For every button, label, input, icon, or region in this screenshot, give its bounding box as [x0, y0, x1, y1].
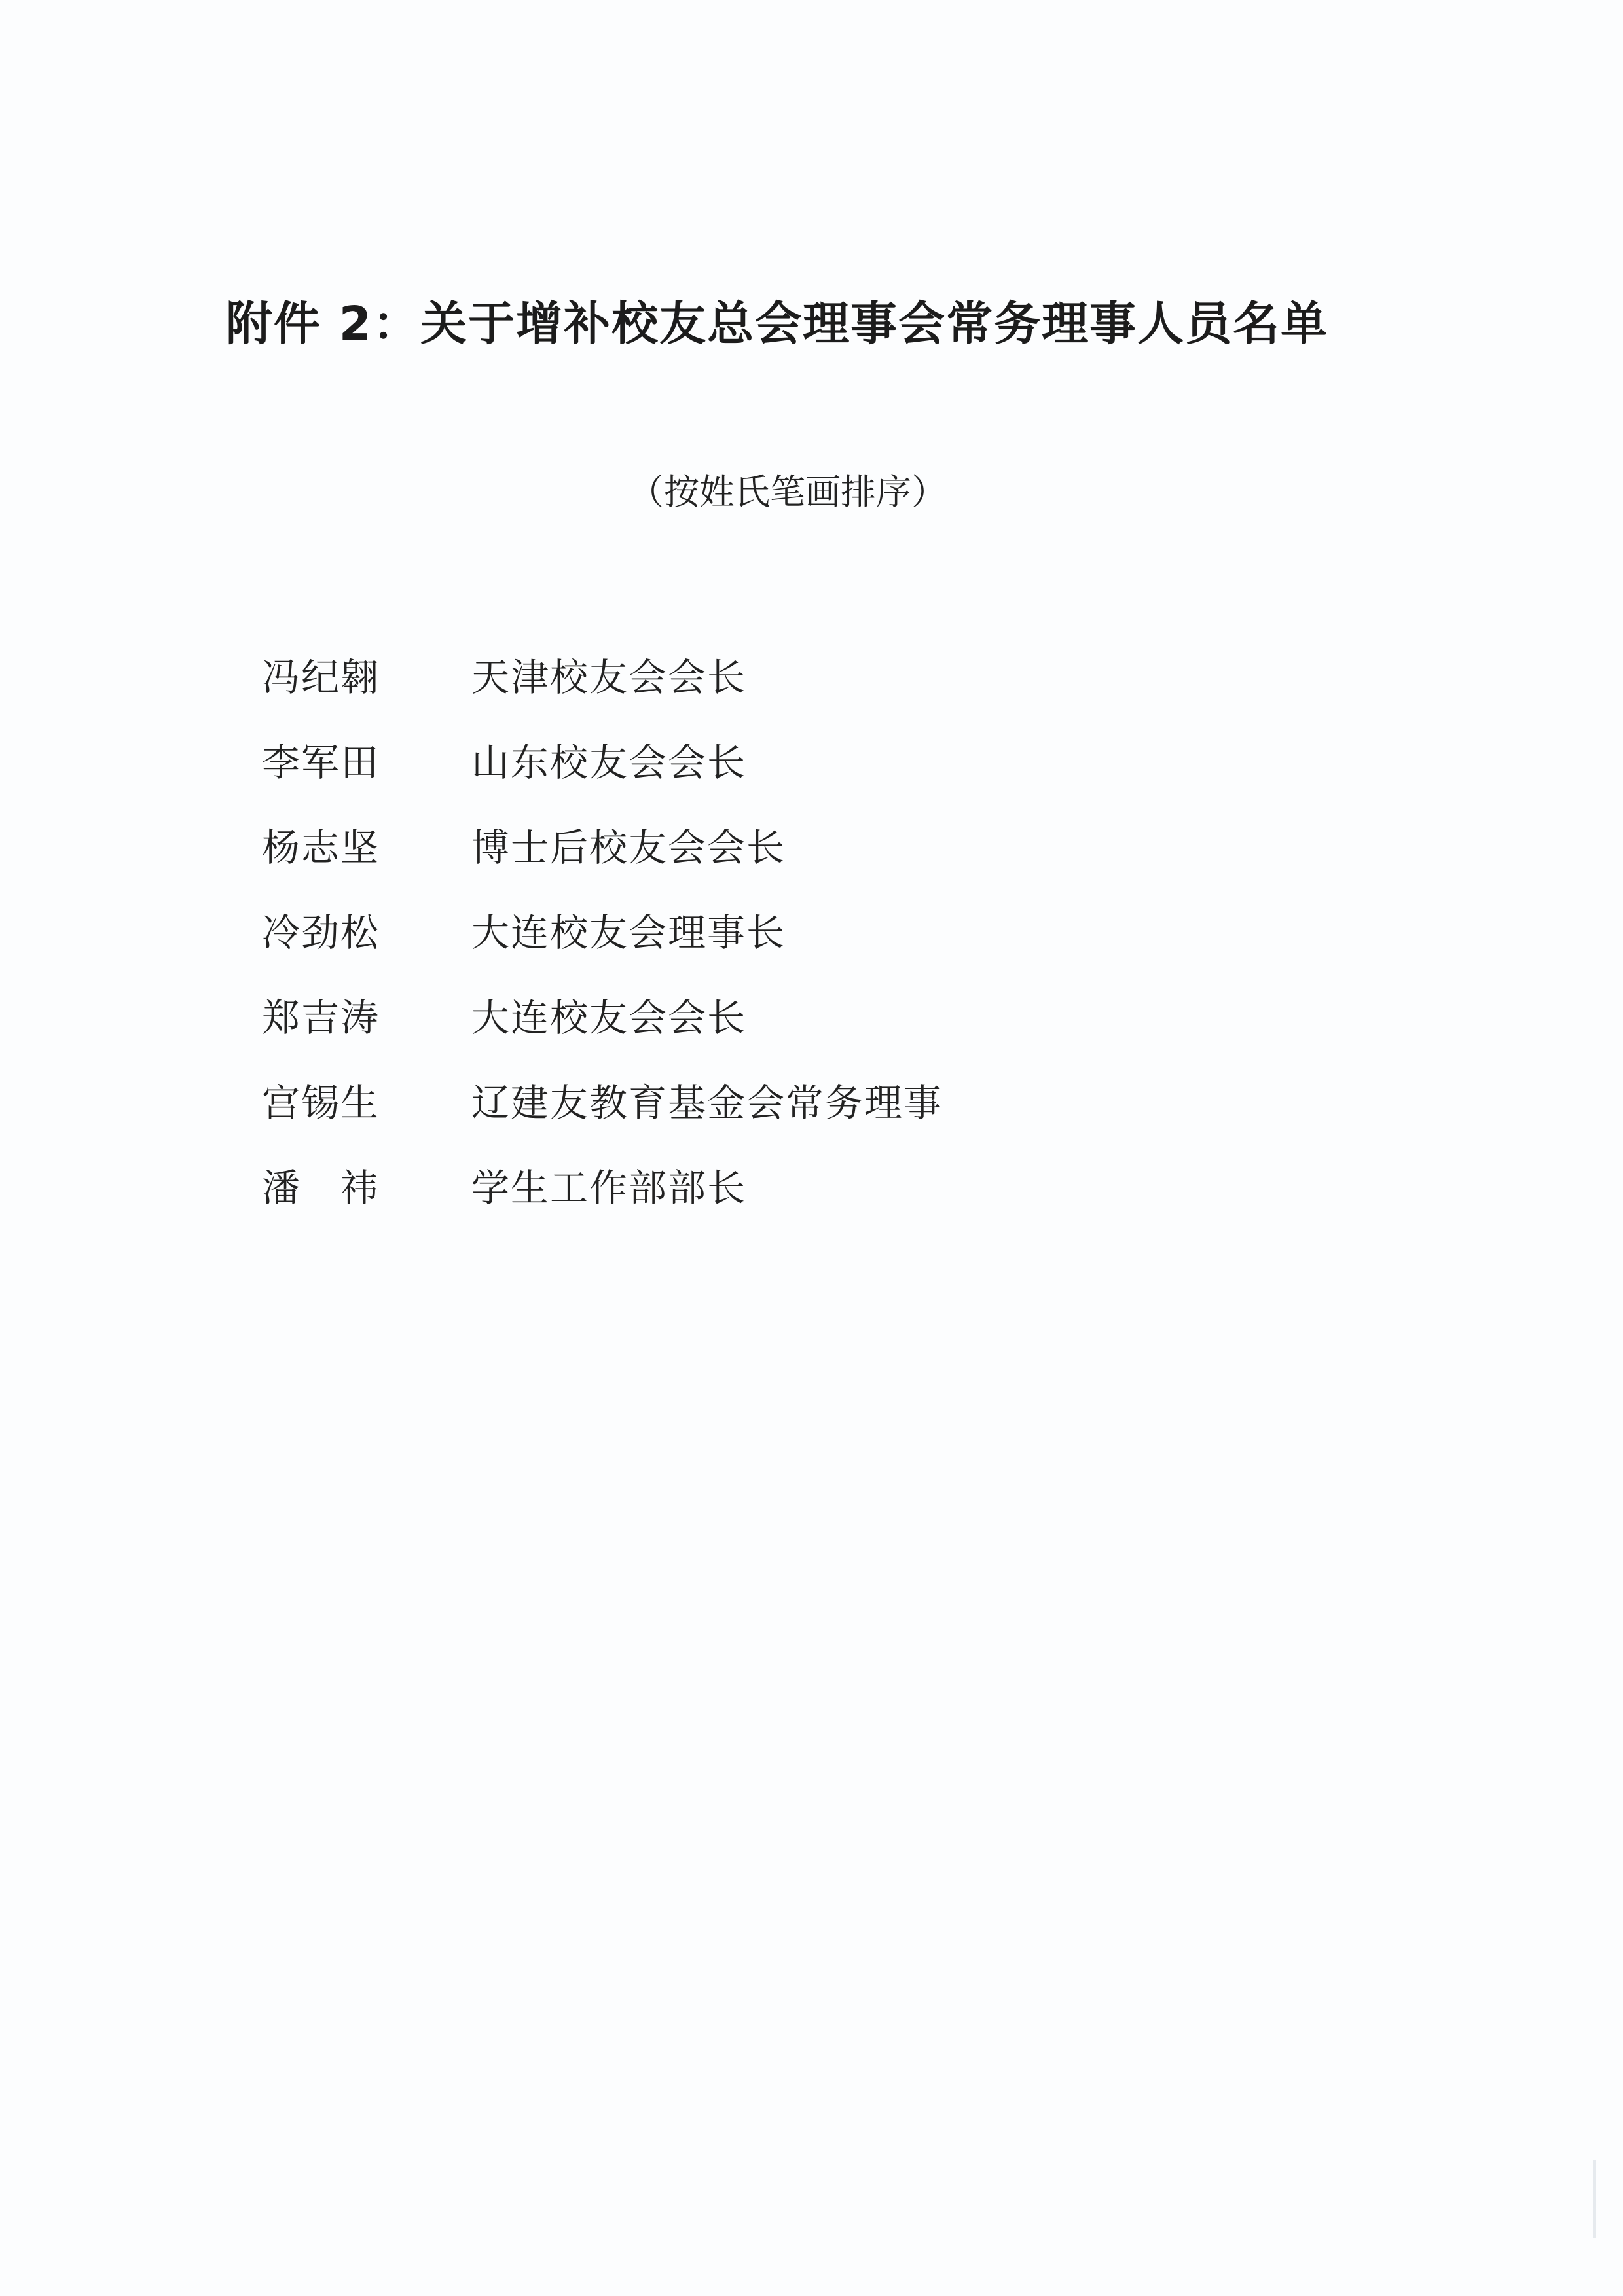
- member-list: [262, 632, 1375, 1227]
- member-role: 学生工作部部长: [471, 1166, 747, 1210]
- list-item: [262, 802, 1375, 887]
- member-name: 冷劲松: [262, 910, 380, 955]
- member-name: 潘 祎: [262, 1166, 380, 1210]
- list-item: [262, 887, 1375, 972]
- list-item: [262, 717, 1375, 802]
- page-title: 附件 2：关于增补校友总会理事会常务理事人员名单: [226, 296, 1329, 351]
- sort-note: （按姓氏笔画排序）: [629, 471, 947, 512]
- member-name: 李军田: [262, 740, 380, 785]
- list-item: [262, 632, 1375, 717]
- list-item: [262, 1057, 1375, 1142]
- list-item: [262, 1142, 1375, 1227]
- member-role: 博士后校友会会长: [471, 825, 786, 870]
- member-role: 山东校友会会长: [471, 740, 747, 785]
- member-role: 大连校友会理事长: [471, 910, 786, 955]
- member-name: 冯纪翱: [262, 655, 380, 700]
- member-name: 郑吉涛: [262, 996, 380, 1040]
- list-item: [262, 972, 1375, 1057]
- member-name: 杨志坚: [262, 825, 380, 870]
- member-role: 辽建友教育基金会常务理事: [471, 1081, 943, 1125]
- member-role: 大连校友会会长: [471, 996, 747, 1040]
- scan-edge-mark: [1593, 2160, 1596, 2238]
- member-role: 天津校友会会长: [471, 655, 747, 700]
- member-name: 宫锡生: [262, 1081, 380, 1125]
